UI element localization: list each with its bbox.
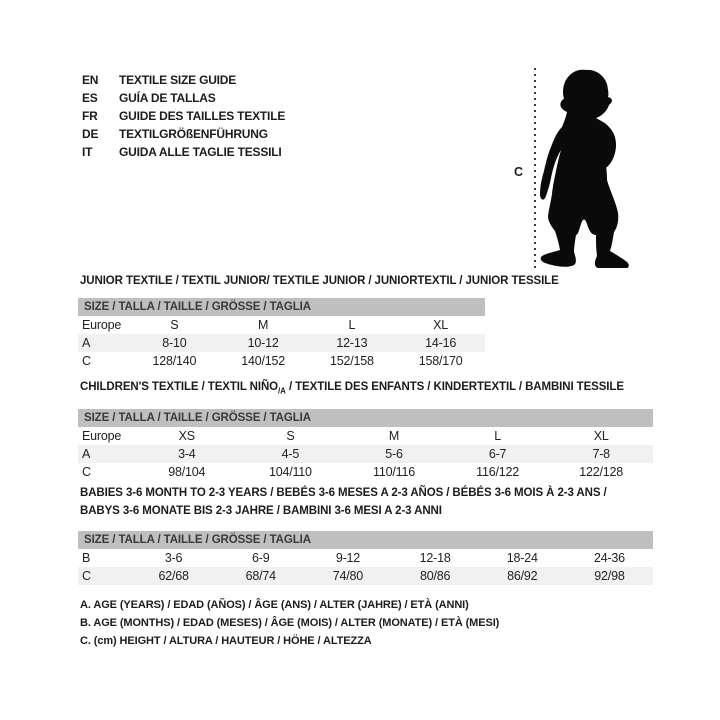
children-size-bar: SIZE / TALLA / TAILLE / GRÖSSE / TAGLIA bbox=[78, 409, 653, 427]
babies-size-bar: SIZE / TALLA / TAILLE / GRÖSSE / TAGLIA bbox=[78, 531, 653, 549]
table-cell: 3-4 bbox=[178, 447, 196, 461]
table-cell: L bbox=[494, 429, 501, 443]
language-code: IT bbox=[82, 145, 93, 159]
table-cell: 8-10 bbox=[162, 336, 187, 350]
table-cell: M bbox=[258, 318, 269, 332]
row-label: C bbox=[82, 354, 91, 368]
table-cell: 152/158 bbox=[329, 354, 374, 368]
language-label: GUIDA ALLE TAGLIE TESSILI bbox=[119, 145, 282, 159]
height-figure bbox=[510, 60, 650, 275]
language-label: TEXTILE SIZE GUIDE bbox=[119, 73, 237, 87]
language-label: GUIDE DES TAILLES TEXTILE bbox=[119, 109, 286, 123]
table-cell: 9-12 bbox=[335, 551, 361, 565]
table-row bbox=[78, 352, 485, 370]
language-code: FR bbox=[82, 109, 98, 123]
language-label: TEXTILGRÖßENFÜHRUNG bbox=[119, 127, 268, 141]
legend-notes bbox=[80, 596, 499, 650]
table-cell: 140/152 bbox=[241, 354, 286, 368]
table-cell: M bbox=[388, 429, 400, 443]
language-row-en bbox=[82, 71, 285, 89]
table-cell: XL bbox=[433, 318, 449, 332]
table-cell: 14-16 bbox=[425, 336, 457, 350]
table-cell: XL bbox=[593, 429, 609, 443]
table-row bbox=[78, 334, 485, 352]
table-cell: 86/92 bbox=[507, 569, 538, 583]
table-cell: 92/98 bbox=[594, 569, 625, 583]
junior-table-title: JUNIOR TEXTILE / TEXTIL JUNIOR/ TEXTILE JUNIOR / JUNIORTEXTIL / JUNIOR TESSILE bbox=[80, 275, 559, 287]
table-cell: 158/170 bbox=[418, 354, 463, 368]
table-cell: 122/128 bbox=[579, 465, 624, 479]
row-label: C bbox=[82, 465, 91, 479]
table-cell: 128/140 bbox=[152, 354, 197, 368]
children-table bbox=[78, 409, 653, 481]
table-row bbox=[78, 549, 653, 567]
table-cell: 7-8 bbox=[592, 447, 610, 461]
junior-size-bar: SIZE / TALLA / TAILLE / GRÖSSE / TAGLIA bbox=[78, 298, 485, 316]
table-cell: 5-6 bbox=[385, 447, 403, 461]
legend-note-c: C. (cm) HEIGHT / ALTURA / HAUTEUR / HÖHE / ALTEZZA bbox=[80, 635, 372, 647]
babies-table-title-line1: BABIES 3-6 MONTH TO 2-3 YEARS / BEBÉS 3-6 MESES A 2-3 AÑOS / BÉBÉS 3-6 MOIS À 2-3 ANS / bbox=[80, 487, 607, 499]
table-row bbox=[78, 463, 653, 481]
height-measure-dotted-line bbox=[534, 68, 536, 270]
row-label: C bbox=[82, 569, 91, 583]
table-row bbox=[78, 445, 653, 463]
language-row-it bbox=[82, 143, 285, 161]
title-subscript: /A bbox=[278, 386, 286, 396]
table-cell: S bbox=[170, 318, 179, 332]
table-cell: 62/68 bbox=[158, 569, 189, 583]
table-cell: 6-9 bbox=[252, 551, 270, 565]
row-label: A bbox=[82, 447, 91, 461]
table-cell: 10-12 bbox=[247, 336, 279, 350]
row-label: A bbox=[82, 336, 91, 350]
table-cell: 6-7 bbox=[488, 447, 507, 461]
language-code: EN bbox=[82, 73, 99, 87]
table-cell: 12-13 bbox=[336, 336, 368, 350]
table-cell: 80/86 bbox=[419, 569, 451, 583]
junior-table bbox=[78, 298, 485, 370]
language-label: GUÍA DE TALLAS bbox=[119, 91, 216, 105]
table-cell: 98/104 bbox=[168, 465, 206, 479]
table-cell: S bbox=[286, 429, 295, 443]
language-code: DE bbox=[82, 127, 99, 141]
babies-table-title-line2: BABYS 3-6 MONATE BIS 2-3 JAHRE / BAMBINI 3-6 MESI A 2-3 ANNI bbox=[80, 505, 442, 517]
table-cell: 116/122 bbox=[476, 465, 519, 479]
row-label: B bbox=[82, 551, 91, 565]
table-cell: 68/74 bbox=[245, 569, 276, 583]
table-cell: 3-6 bbox=[164, 551, 183, 565]
language-code: ES bbox=[82, 91, 98, 105]
language-row-es bbox=[82, 89, 285, 107]
language-row-de bbox=[82, 125, 285, 143]
table-cell: 4-5 bbox=[281, 447, 300, 461]
table-cell: 18-24 bbox=[506, 551, 538, 565]
row-label: Europe bbox=[82, 429, 122, 443]
height-measure-label: C bbox=[514, 165, 524, 179]
title-text: / TEXTILE DES ENFANTS / KINDERTEXTIL / BAMBINI TESSILE bbox=[285, 381, 624, 393]
legend-note-b: B. AGE (MONTHS) / EDAD (MESES) / ÂGE (MOIS) / ALTER (MONATE) / ETÀ (MESI) bbox=[80, 617, 500, 629]
language-row-fr bbox=[82, 107, 285, 125]
title-text: CHILDREN'S TEXTILE / TEXTIL NIÑO bbox=[80, 381, 279, 393]
table-cell: XS bbox=[178, 429, 195, 443]
table-cell: 12-18 bbox=[419, 551, 451, 565]
table-cell: 74/80 bbox=[332, 569, 364, 583]
table-cell: L bbox=[348, 318, 356, 332]
row-label: Europe bbox=[82, 318, 122, 332]
table-row bbox=[78, 567, 653, 585]
table-cell: 110/116 bbox=[373, 465, 415, 479]
children-table-title bbox=[80, 380, 624, 398]
table-cell: 104/110 bbox=[268, 465, 312, 479]
babies-table bbox=[78, 531, 653, 585]
table-cell: 24-36 bbox=[593, 551, 625, 565]
table-row bbox=[78, 316, 485, 334]
toddler-silhouette-icon bbox=[538, 68, 638, 268]
language-list bbox=[82, 71, 285, 161]
table-row bbox=[78, 427, 653, 445]
legend-note-a: A. AGE (YEARS) / EDAD (AÑOS) / ÂGE (ANS) / ALTER (JAHRE) / ETÀ (ANNI) bbox=[80, 599, 469, 611]
